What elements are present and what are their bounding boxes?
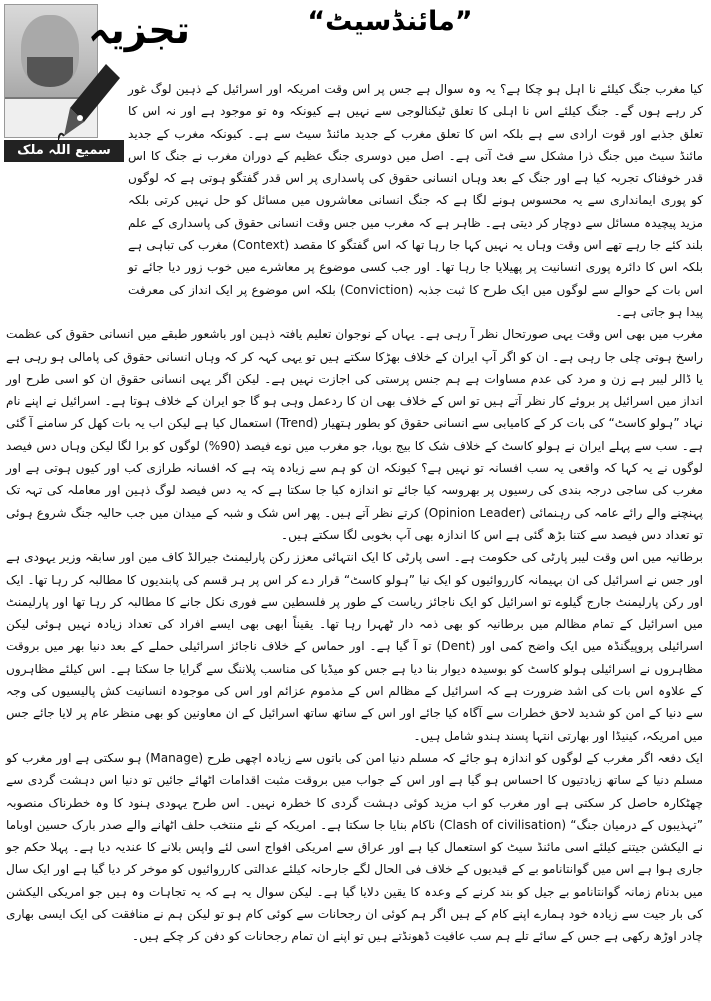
author-byline: سمیع اللہ ملک [4, 140, 124, 162]
article-body [6, 78, 703, 996]
article-paragraph-1: کیا مغرب جنگ کیلئے نا اہل ہو چکا ہے؟ یہ وہ سوال ہے جس پر اس وقت امریکہ اور اسرائیل کے ذہین لوگ غور کر رہے ہوں گے۔ جنگ کیلئے اس نا اہلی کا تعلق ٹیکنالوجی سے نہیں ہے کیونکہ وہ تو موجود ہے اور نہ اس کا تعلق جذبے اور قوت ارادی سے ہے بلکہ اس کا تعلق مغرب کے جدید مائنڈ سیٹ سے ہے۔ کیونکہ مغرب کے جدید مائنڈ سیٹ میں جنگ ذرا مشکل سے فٹ آتی ہے۔ اصل میں دوسری جنگ عظیم کے دوران مغرب نے جنگ کا اس قدر خوفناک تجربہ کیا ہے اور جنگ کے بعد وہاں انسانی حقوق کی پاسداری پر اس قدر گفتگو ہوتی ہے کہ لوگوں کو پوری ایمانداری سے یہ محسوس ہونے لگا ہے کہ جنگ انسانی معاشروں میں مسائل کو حل نہیں کرتی بلکہ مزید پیچیدہ مسائل سے دوچار کر دیتی ہے۔ ظاہر ہے کہ مغرب میں جس وقت انسانی حقوق کی پاسداری کے علم بلند کئے جا رہے تھے اس وقت وہاں یہ نہیں کہا جا رہا تھا کہ اس گفتگو کا مقصد (Context) مغرب کی تباہی ہے بلکہ اس کا دائرہ پوری انسانیت پر پھیلایا جا رہا تھا۔ اور جب کسی موضوع پر معاشرے میں خوب زور دیا جائے تو اس بات کے حوالے سے لوگوں میں ایک طرح کا ثبت جذبہ (Conviction) بلکہ اس موضوع پر ایک انداز کی معرفت پیدا ہو جاتی ہے۔ [128, 82, 703, 319]
article-paragraph-2: مغرب میں بھی اس وقت یہی صورتحال نظر آ رہی ہے۔ یہاں کے نوجوان تعلیم یافتہ ذہین اور باشعور طبقے میں انسانی حقوق کی عظمت راسخ ہوتی چلی جا رہی ہے۔ ان کو اگر آپ ایران کے خلاف بھڑکا سکتے ہیں تو یہی کہہ کر کہ وہاں انسانی حقوق کی پامالی ہو رہی ہے یا ڈالر لیبر ہے زن و مرد کی عدم مساوات ہے ہم جنس پرستی کی اجازت نہیں ہے۔ لیکن اگر یہی انسانی حقوق ان کو اسی طرح اور انداز میں اسرائیل پر بروئے کار نظر آتے ہیں تو اس کے خلاف بھی ان کا ردعمل وہی ہو گا جو ایران کے خلاف ہوتا ہے۔ اسرائیل نے اپنے نام نہاد ”ہولو کاسٹ“ کی بات کر کے کامیابی سے انسانی حقوق کو بطور ہتھیار (Trend) استعمال کیا ہے لیکن اب یہ بات کھل کر سامنے آ گئی ہے۔ سب سے پہلے ایران نے ہولو کاسٹ کے خلاف شک کا بیج بویا، جو مغرب میں نوے فیصد (90%) لوگوں کو برا لگا لیکن وہاں دس فیصد لوگوں نے یہ کہا کہ واقعی یہ سب افسانہ تو نہیں ہے؟ کیونکہ ان کو ہم سے زیادہ پتہ ہے کہ افسانہ طرازی کب اور کیوں ہوتی ہے اور مغرب کی ساجی درجہ بندی کی رسیوں پر بھروسہ کیا جائے تو اندازہ کیا جا سکتا ہے کہ یہ دس فیصد لوگ ذہین اور معاملہ کی تہہ تک پہنچنے والے رائے عامہ کی رہنمائی (Opinion Leader) کرتے نظر آتے ہیں۔ پھر اس شک و شبہ کے میدان میں جب حالیہ جنگ شروع ہوئی تو تعداد دس فیصد سے کتنا بڑھ گئی ہے اس کا اندازہ بھی آپ بخوبی لگا سکتے ہیں۔ [6, 327, 703, 542]
article-title: ”مائنڈسیٹ“ [307, 6, 473, 37]
article-paragraph-3: برطانیہ میں اس وقت لیبر پارٹی کی حکومت ہے۔ اسی پارٹی کا ایک انتہائی معزز رکن پارلیمنٹ جیرالڈ کاف مین اور سابقہ وزیر یہودی ہے اور جس نے اسرائیل کی ان بہیمانہ کارروائیوں کو ایک نیا ”ہولو کاسٹ“ قرار دے کر اس پر ہر قسم کی پابندیوں کا مطالبہ کر رہا تھا۔ ایک اور رکن پارلیمنٹ جارج گیلوے تو اسرائیل کو ایک ناجائز ریاست کے طور پر فلسطین سے فوری نکل جانے کا مطالبہ کر رہا تھا اور پارلیمنٹ میں اسرائیل کے تمام مظالم میں برطانیہ کو بھی ذمہ دار ٹھہرا رہا تھا۔ یقیناً ابھی بھی ایسے افراد کی تعداد زیادہ نہیں ہوئی لیکن اسرائیلی پروپیگنڈہ میں ایک واضح کمی اور (Dent) تو آ گیا ہے۔ اور حماس کے خلاف ناجائز اسرائیلی حملے کے بعد دنیا بھر میں بروقت مظاہروں نے اسرائیلی ہولو کاسٹ کو بوسیدہ دیوار بنا دیا ہے جس کو میڈیا کی مناسب پلاننگ سے گرایا جا سکتا ہے۔ اس کیلئے مظاہروں کے علاوہ اس بات کی اشد ضرورت ہے کہ اسرائیل کے مظالم اس کے مذموم عزائم اور اس کی موجودہ انسانیت کش پالیسیوں کی وجہ سے دنیا کے امن کو شدید لاحق خطرات سے آگاہ کیا جائے اور اس کے ساتھ ساتھ اسرائیل کے ان معاونین کو بھی منظر عام پر لایا جائے جس میں امریکہ، کینیڈا اور بھارتی انتہا پسند ہندو شامل ہیں۔ [6, 550, 703, 743]
article-paragraph-4: ایک دفعہ اگر مغرب کے لوگوں کو اندازہ ہو جائے کہ مسلم دنیا امن کی باتوں سے زیادہ اچھی طرح (Manage) ہو سکتی ہے اور مغرب کو مسلم دنیا کے ساتھ زیادتیوں کا احساس ہو گیا ہے اور اس کے جواب میں بروقت مثبت اقدامات اٹھائے جائیں تو دنیا اس دہشت گردی سے چھٹکارہ حاصل کر سکتی ہے اور مغرب کو اب مزید کوئی دہشت گردی کا خطرہ نہیں۔ اس طرح یہودی ہنود کا وہ خطرناک منصوبہ ”تہذیبوں کے درمیان جنگ“ (Clash of civilisation) ناکام بنایا جا سکتا ہے۔ امریکہ کے نئے منتخب حلف اٹھانے والے صدر بارک حسین اوباما نے الیکشن جیتنے کیلئے اسی مائنڈ سیٹ کو استعمال کیا ہے اور عراق سے امریکی افواج اسی لئے واپس بلانے کا عندیہ دیا ہے۔ پہلا حکم جو جاری ہوا ہے اس میں گوانتانامو بے کے قیدیوں کے خلاف فی الحال لگے جارحانہ کیلئے عدالتی کارروائیوں کو موخر کر دیا گیا ہے اور ایک سال میں بدنام زمانہ گوانتانامو بے جیل کو بند کرنے کے وعدہ کا یقین دلایا گیا ہے۔ لیکن سوال یہ ہے کہ یہ تجاہات وہ ہیں جو امریکی الیکشن کی بار جیت سے زیادہ خود ہمارے اپنے کام کے ہیں اگر ہم کوئی ان رجحانات سے کوئی کام ہو تو لیکن ہم نے منافقت کی ایک ایسی بھاری چادر اوڑھ رکھی ہے جس کے سائے تلے ہم سب عافیت ڈھونڈتے ہیں تو اپنے ان تمام رجحانات کو دفن کر چکے ہیں۔ [6, 750, 703, 944]
column-logo-word: تجزیہ [88, 8, 190, 52]
